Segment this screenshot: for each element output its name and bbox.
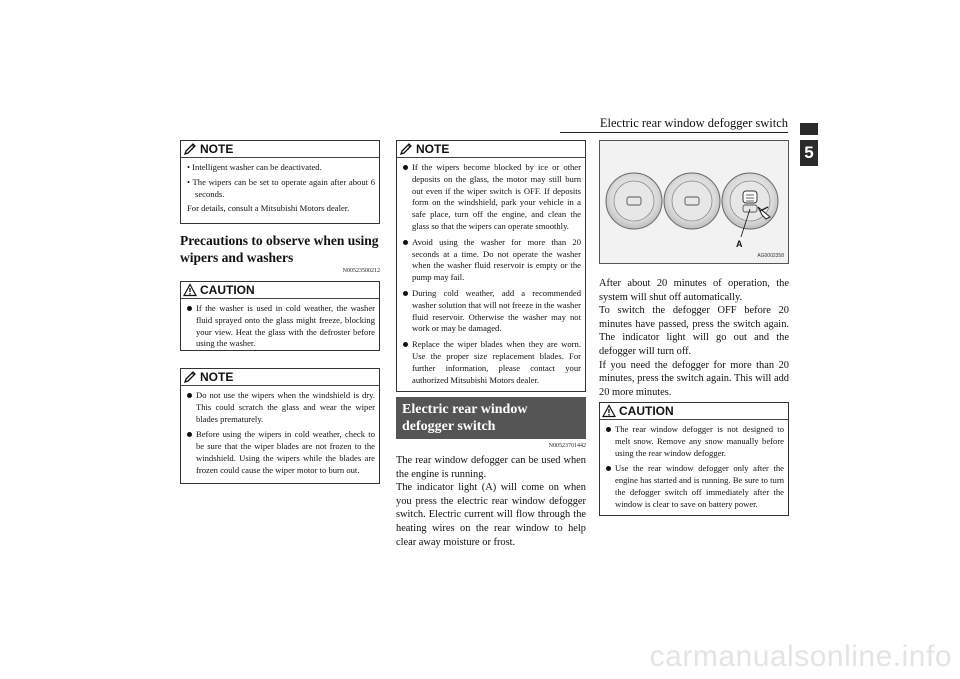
caution-box-washer [180,281,380,351]
note-item: • Intelligent washer can be deactivated. [187,162,322,172]
caution-box-defogger [599,402,789,516]
note-item: Avoid using the washer for more than 20 seconds at a time. Do not operate the washer when the washer fluid reservoir is empty or the pump may fail. [403,237,581,284]
caution-label: CAUTION [200,283,255,297]
warning-triangle-icon [183,283,197,297]
body-paragraph: The rear window defogger can be used when the engine is running. [396,455,586,480]
note-label: NOTE [416,142,450,156]
note-box-washer [180,140,380,224]
note-label: NOTE [200,370,234,384]
caution-body [181,299,379,358]
caution-item: If the washer is used in cold weather, the washer fluid sprayed onto the glass might freeze, blocking your view. Heat the glass with the defroster before using the washer. [187,303,375,350]
defogger-body-text [396,454,586,549]
note-item: During cold weather, add a recommended washer solution that will not freeze in the washer fluid reservoir. Otherwise the washer may not work or may be damaged. [403,288,581,335]
climate-knob-left [606,173,662,229]
note-text: For details, consult a Mitsubishi Motors dealer. [187,203,350,214]
note-item: Before using the wipers in cold weather, check to be sure that the wiper blades are not frozen to the windshield. Using the wipers while the blades are frozen could cause the wiper motor to burn out. [187,429,375,476]
climate-knob-right-with-defogger [722,173,778,229]
note-item: • The wipers can be set to operate again after about 6 seconds. [187,176,375,199]
chapter-tab-marker [800,123,818,135]
caution-header [600,403,788,420]
body-paragraph: The indicator light (A) will come on when you press the electric rear window defogger switch. Electric current will flow through the heating wires on the rear window to help clear away moisture or frost. [396,482,586,548]
figure-code: AG0002358 [757,253,784,259]
switch-panel-illustration [600,141,788,263]
precautions-heading: Precautions to observe when using wipers and washers [180,233,379,265]
note-header [181,369,379,386]
body-paragraph: If you need the defogger for more than 20 minutes, press the switch again. This will add 20 more minutes. [599,359,789,398]
body-paragraph: After about 20 minutes of operation, the system will shut off automatically. [599,278,789,303]
caution-body [600,420,788,519]
note-box-cold-weather [396,140,586,392]
note-header [397,141,585,158]
body-paragraph: To switch the defogger OFF before 20 minutes have passed, press the switch again. The indicator light will go out and the defogger will turn off. [599,305,789,357]
chapter-number-tab: 5 [800,140,818,166]
note-label: NOTE [200,142,234,156]
climate-knob-center [664,173,720,229]
watermark-text: carmanualsonline.info [649,640,952,673]
callout-label-a: A [736,239,743,249]
note-pencil-icon [183,370,197,384]
defogger-section-heading: Electric rear window defogger switch [396,397,586,439]
precautions-code: N00523500212 [342,268,380,274]
defogger-section-code: N00523701442 [548,443,586,449]
note-box-wipers [180,368,380,484]
caution-label: CAUTION [619,404,674,418]
note-header [181,141,379,158]
note-body [181,158,379,219]
caution-header [181,282,379,299]
caution-item: Use the rear window defogger only after the engine has started and is running. Be sure to turn the defogger switch off immediately after the window is clear to save on battery power. [606,463,784,510]
note-item: Replace the wiper blades when they are worn. Use the proper size replacement blades. For further information, please contact your authorized Mitsubishi Motors dealer. [403,339,581,386]
note-pencil-icon [183,142,197,156]
defogger-switch-figure [599,140,789,264]
note-body [397,158,585,394]
note-body [181,386,379,485]
warning-triangle-icon [602,404,616,418]
running-header-title: Electric rear window defogger switch [599,116,788,130]
note-pencil-icon [399,142,413,156]
note-item: If the wipers become blocked by ice or other deposits on the glass, the motor may still burn out even if the wiper switch is OFF. If deposits form on the windshield, park your vehicle in a safe place, turn off the engine, and clean the glass so that the wipers can operate smoothly. [403,162,581,233]
defogger-operation-text [599,277,789,399]
note-item: Do not use the wipers when the windshield is dry. This could scratch the glass and wear the wiper blades prematurely. [187,390,375,425]
header-rule [560,132,788,133]
caution-item: The rear window defogger is not designed to melt snow. Remove any snow manually before using the rear window defogger. [606,424,784,459]
